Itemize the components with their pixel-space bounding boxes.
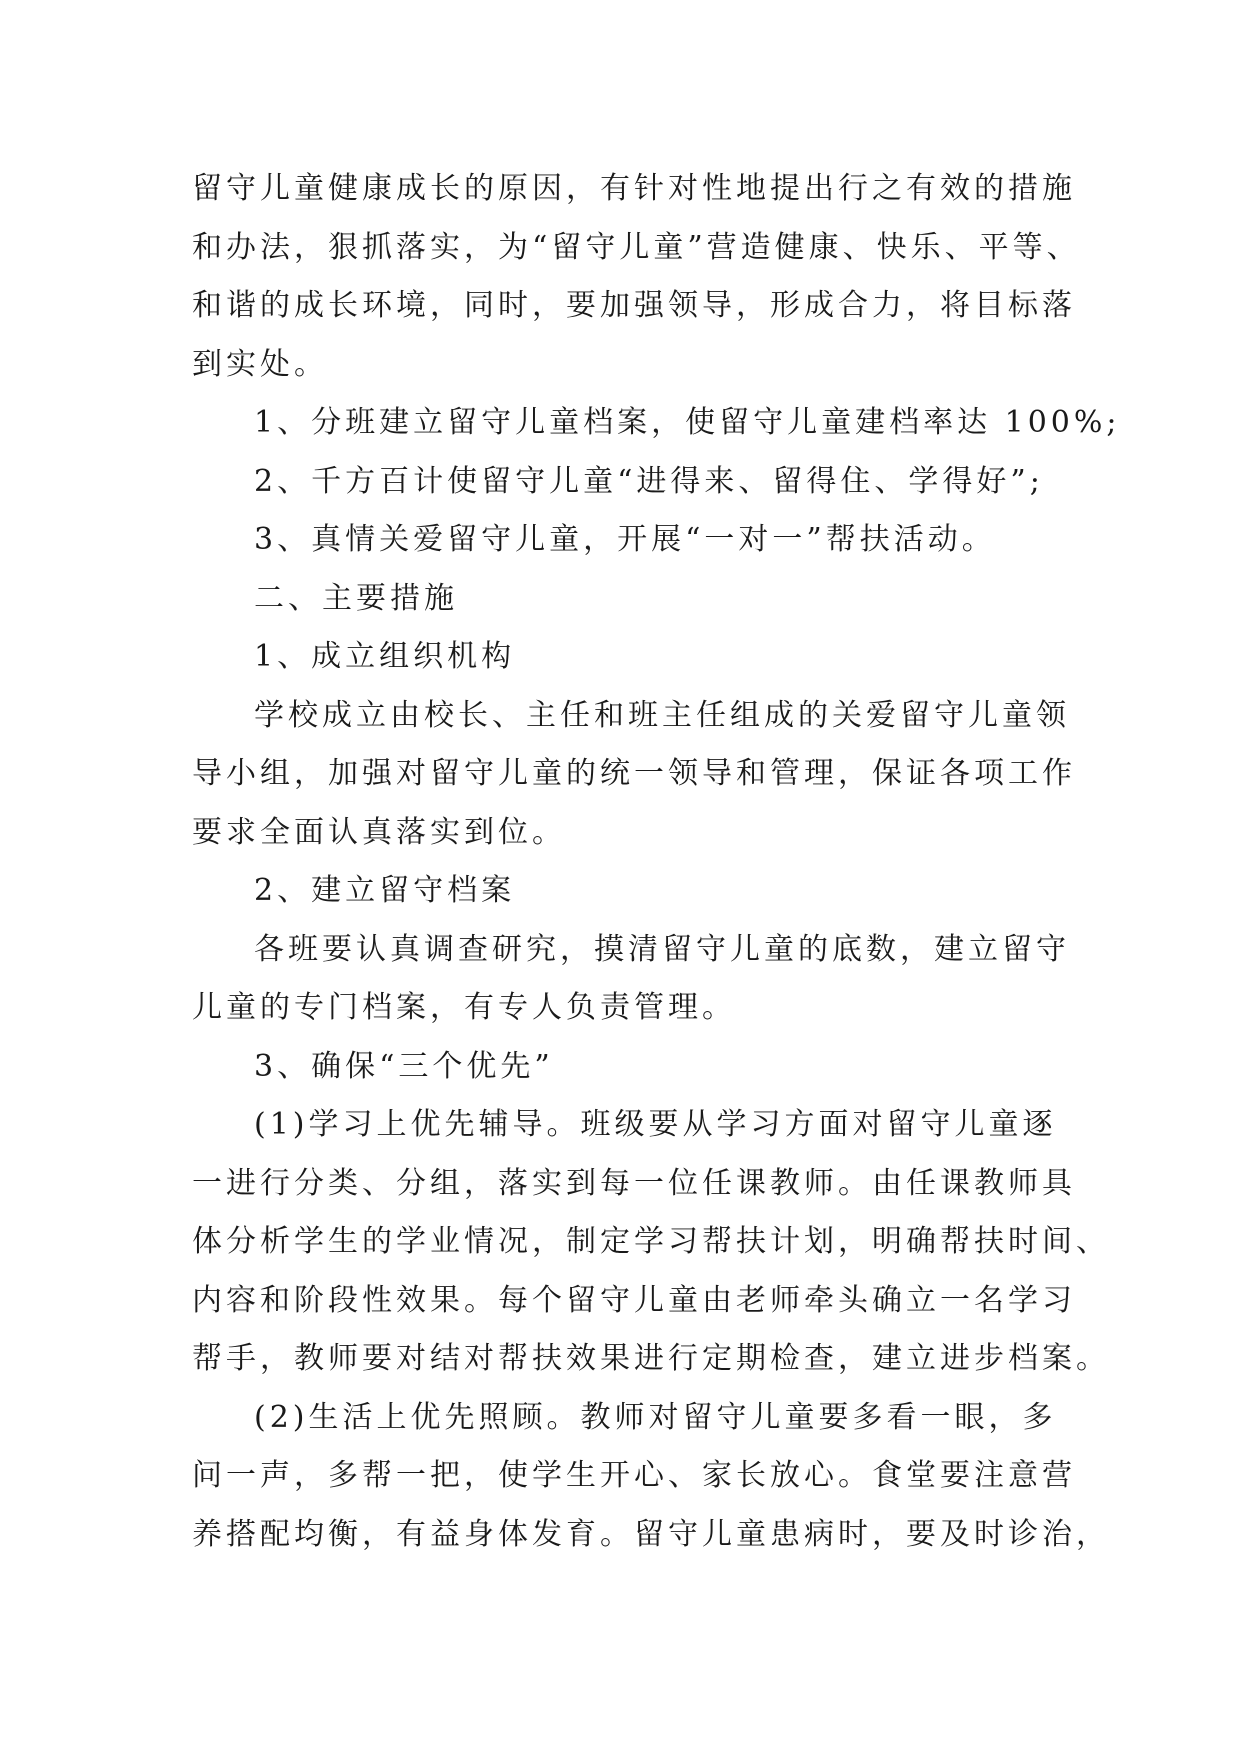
paragraph-line: 体分析学生的学业情况，制定学习帮扶计划，明确帮扶时间、 (192, 1224, 1110, 1259)
paragraph-line: 和谐的成长环境，同时，要加强领导，形成合力，将目标落 (192, 288, 1076, 323)
goal-item-2: 2、千方百计使留守儿童“进得来、留得住、学得好”; (254, 463, 1044, 499)
paragraph-line: 要求全面认真落实到位。 (192, 814, 566, 850)
paragraph-line: 和办法，狠抓落实，为“留守儿童”营造健康、快乐、平等、 (192, 229, 1081, 265)
subsection-heading: 1、成立组织机构 (254, 639, 516, 674)
paragraph-line: 各班要认真调查研究，摸清留守儿童的底数，建立留守 (254, 931, 1070, 967)
paragraph-line: 问一声，多帮一把，使学生开心、家长放心。食堂要注意营 (192, 1458, 1076, 1493)
paragraph-line: (2)生活上优先照顾。教师对留守儿童要多看一眼，多 (254, 1399, 1057, 1435)
paragraph-line: 内容和阶段性效果。每个留守儿童由老师牵头确立一名学习 (192, 1282, 1076, 1318)
paragraph-line: 留守儿童健康成长的原因，有针对性地提出行之有效的措施 (192, 171, 1076, 206)
paragraph-line: 学校成立由校长、主任和班主任组成的关爱留守儿童领 (254, 697, 1070, 733)
paragraph-line: 到实处。 (192, 346, 328, 382)
document-page (192, 160, 1121, 1564)
paragraph-line: 导小组，加强对留守儿童的统一领导和管理，保证各项工作 (192, 756, 1076, 791)
subsection-heading: 3、确保“三个优先” (254, 1048, 554, 1084)
paragraph-line: 一进行分类、分组，落实到每一位任课教师。由任课教师具 (192, 1165, 1076, 1201)
subsection-heading: 2、建立留守档案 (254, 873, 516, 908)
goal-item-3: 3、真情关爱留守儿童，开展“一对一”帮扶活动。 (254, 522, 996, 557)
paragraph-line: 帮手，教师要对结对帮扶效果进行定期检查，建立进步档案。 (192, 1341, 1110, 1376)
section-heading: 二、主要措施 (254, 580, 458, 616)
paragraph-line: (1)学习上优先辅导。班级要从学习方面对留守儿童逐 (254, 1107, 1057, 1142)
paragraph-line: 儿童的专门档案，有专人负责管理。 (192, 990, 736, 1025)
paragraph-line: 养搭配均衡，有益身体发育。留守儿童患病时，要及时诊治， (192, 1516, 1110, 1552)
goal-item-1: 1、分班建立留守儿童档案，使留守儿童建档率达 100%; (254, 405, 1121, 440)
